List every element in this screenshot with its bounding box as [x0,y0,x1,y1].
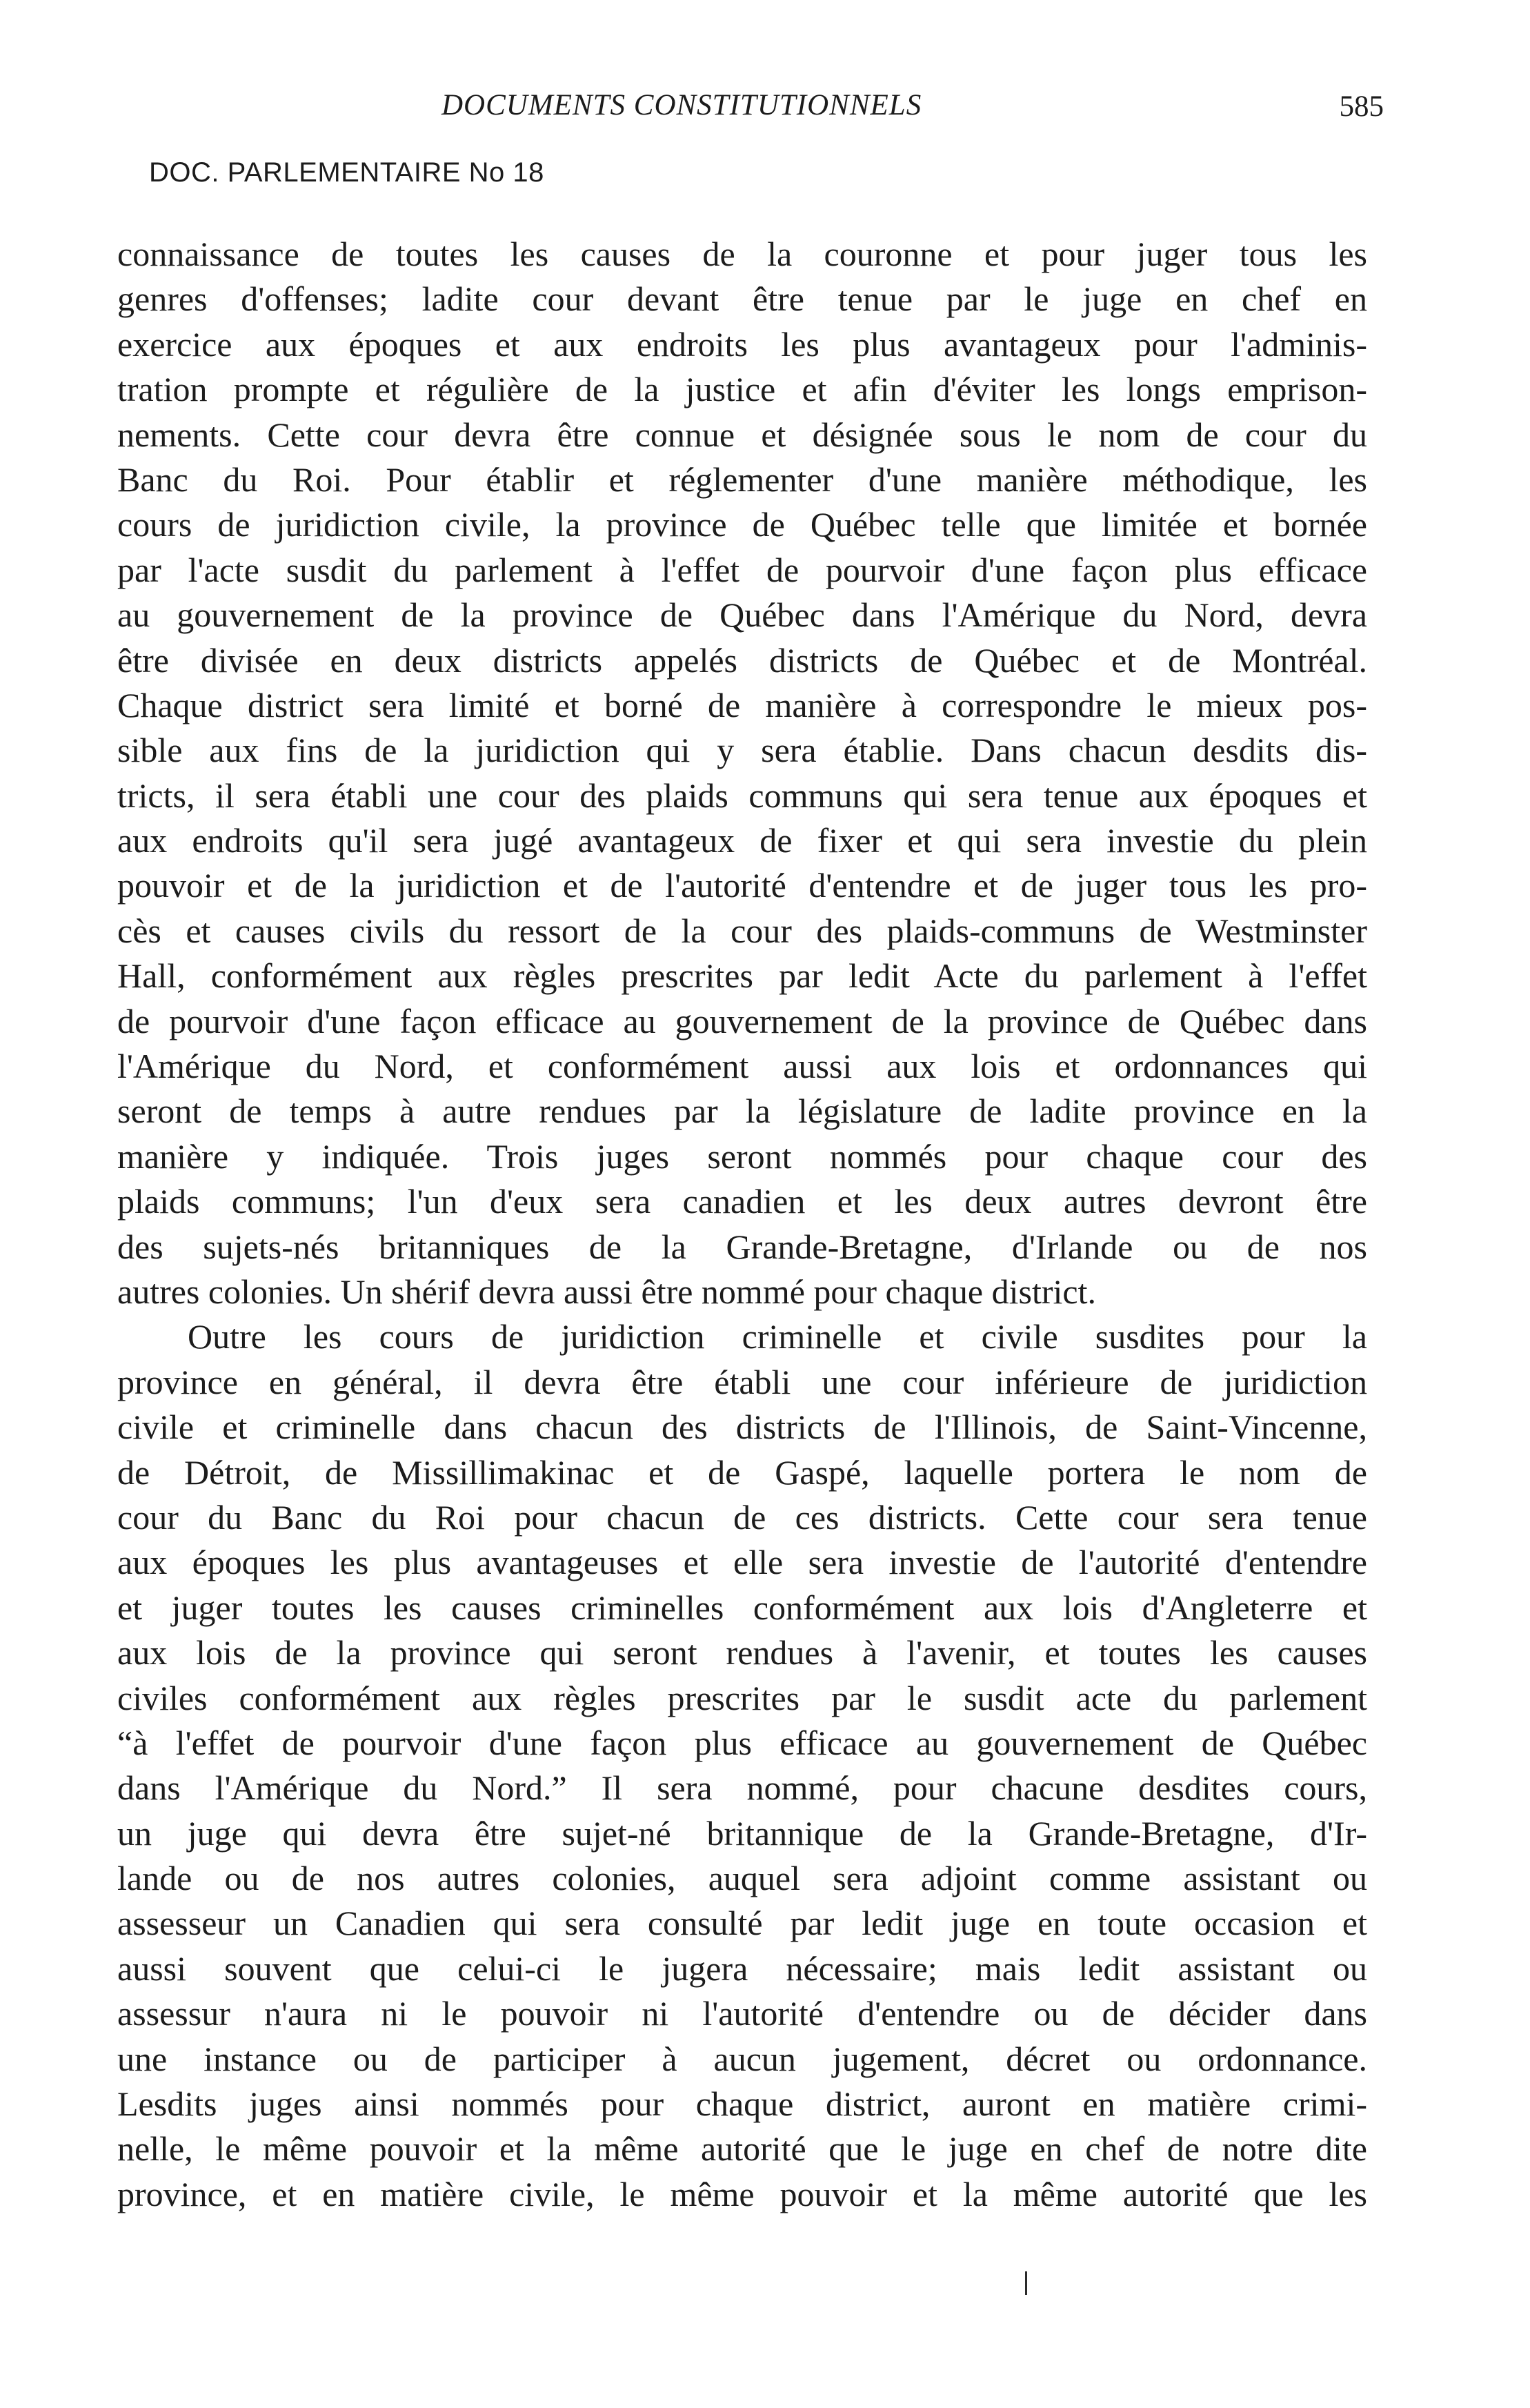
text-line: assesseur un Canadien qui sera consulté par ledit juge en toute occasion et [117,1904,1367,1943]
text-line: plaids communs; l'un d'eux sera canadien et les deux autres devront être [117,1182,1367,1221]
body-text [117,232,1367,2217]
text-line: civile et criminelle dans chacun des districts de l'Illinois, de Saint-Vincenne, [117,1408,1367,1447]
text-line: tricts, il sera établi une cour des plaids communs qui sera tenue aux époques et [117,776,1367,815]
text-line: Outre les cours de juridiction criminelle et civile susdites pour la [188,1317,1367,1356]
text-line: Chaque district sera limité et borné de manière à correspondre le mieux pos- [117,685,1367,724]
text-line: de pourvoir d'une façon efficace au gouvernement de la province de Québec dans [117,1001,1367,1040]
text-line: nelle, le même pouvoir et la même autorité que le juge en chef de notre dite [117,2129,1367,2169]
text-line: aux lois de la province qui seront rendues à l'avenir, et toutes les causes [117,1633,1367,1672]
text-line: des sujets-nés britanniques de la Grande-Bretagne, d'Irlande ou de nos [117,1227,1367,1266]
text-line: “à l'effet de pourvoir d'une façon plus efficace au gouvernement de Québec [117,1723,1367,1762]
text-line: cours de juridiction civile, la province de Québec telle que limitée et bornée [117,505,1367,544]
ink-speck [1025,2271,1027,2295]
text-line: province, et en matière civile, le même pouvoir et la même autorité que les [117,2174,1367,2213]
text-line: aux époques les plus avantageuses et elle sera investie de l'autorité d'entendre [117,1543,1367,1582]
text-line: être divisée en deux districts appelés districts de Québec et de Montréal. [117,640,1367,680]
text-line: connaissance de toutes les causes de la couronne et pour juger tous les [117,235,1367,273]
text-line: dans l'Amérique du Nord.” Il sera nommé, pour chacune desdites cours, [117,1768,1367,1808]
text-line: sible aux fins de la juridiction qui y sera établie. Dans chacun desdits dis- [117,731,1367,770]
text-line: assessur n'aura ni le pouvoir ni l'autorité d'entendre ou de décider dans [117,1994,1367,2033]
page-number: 585 [1339,90,1384,123]
text-line: genres d'offenses; ladite cour devant être tenue par le juge en chef en [117,279,1367,319]
text-line: de Détroit, de Missillimakinac et de Gaspé, laquelle portera le nom de [117,1452,1367,1492]
text-line: manière y indiquée. Trois juges seront nommés pour chaque cour des [117,1136,1367,1176]
text-line: pouvoir et de la juridiction et de l'autorité d'entendre et de juger tous les pro- [117,866,1367,905]
text-line: lande ou de nos autres colonies, auquel sera adjoint comme assistant ou [117,1859,1367,1898]
text-line: un juge qui devra être sujet-né britannique de la Grande-Bretagne, d'Ir- [117,1813,1367,1853]
text-line: l'Amérique du Nord, et conformément aussi aux lois et ordonnances qui [117,1047,1367,1086]
text-line: au gouvernement de la province de Québec dans l'Amérique du Nord, devra [117,595,1367,635]
text-line: aux endroits qu'il sera jugé avantageux de fixer et qui sera investie du plein [117,821,1367,860]
text-line: cès et causes civils du ressort de la cour des plaids-communs de Westminster [117,911,1367,950]
document-label: DOC. PARLEMENTAIRE No 18 [149,157,544,188]
running-head: DOCUMENTS CONSTITUTIONNELS [441,89,922,121]
text-line: province en général, il devra être établi une cour inférieure de juridiction [117,1362,1367,1401]
text-line: civiles conformément aux règles prescrites par le susdit acte du parlement [117,1678,1367,1717]
text-line: par l'acte susdit du parlement à l'effet de pourvoir d'une façon plus efficace [117,550,1367,589]
text-line: Lesdits juges ainsi nommés pour chaque district, auront en matière crimi- [117,2084,1367,2124]
text-line: exercice aux époques et aux endroits les plus avantageux pour l'adminis- [117,324,1367,364]
text-line: tration prompte et régulière de la justice et afin d'éviter les longs emprison- [117,370,1367,409]
text-line: cour du Banc du Roi pour chacun de ces districts. Cette cour sera tenue [117,1497,1367,1537]
text-line: Banc du Roi. Pour établir et réglementer d'une manière méthodique, les [117,460,1367,499]
text-line: Hall, conformément aux règles prescrites par ledit Acte du parlement à l'effet [117,956,1367,996]
text-line: et juger toutes les causes criminelles conformément aux lois d'Angleterre et [117,1588,1367,1627]
text-line: aussi souvent que celui-ci le jugera nécessaire; mais ledit assistant ou [117,1948,1367,1988]
text-line: nements. Cette cour devra être connue et désignée sous le nom de cour du [117,415,1367,454]
text-line: autres colonies. Un shérif devra aussi être nommé pour chaque district. [117,1272,1096,1311]
text-line: seront de temps à autre rendues par la législature de ladite province en la [117,1092,1367,1131]
text-line: une instance ou de participer à aucun jugement, décret ou ordonnance. [117,2039,1367,2078]
